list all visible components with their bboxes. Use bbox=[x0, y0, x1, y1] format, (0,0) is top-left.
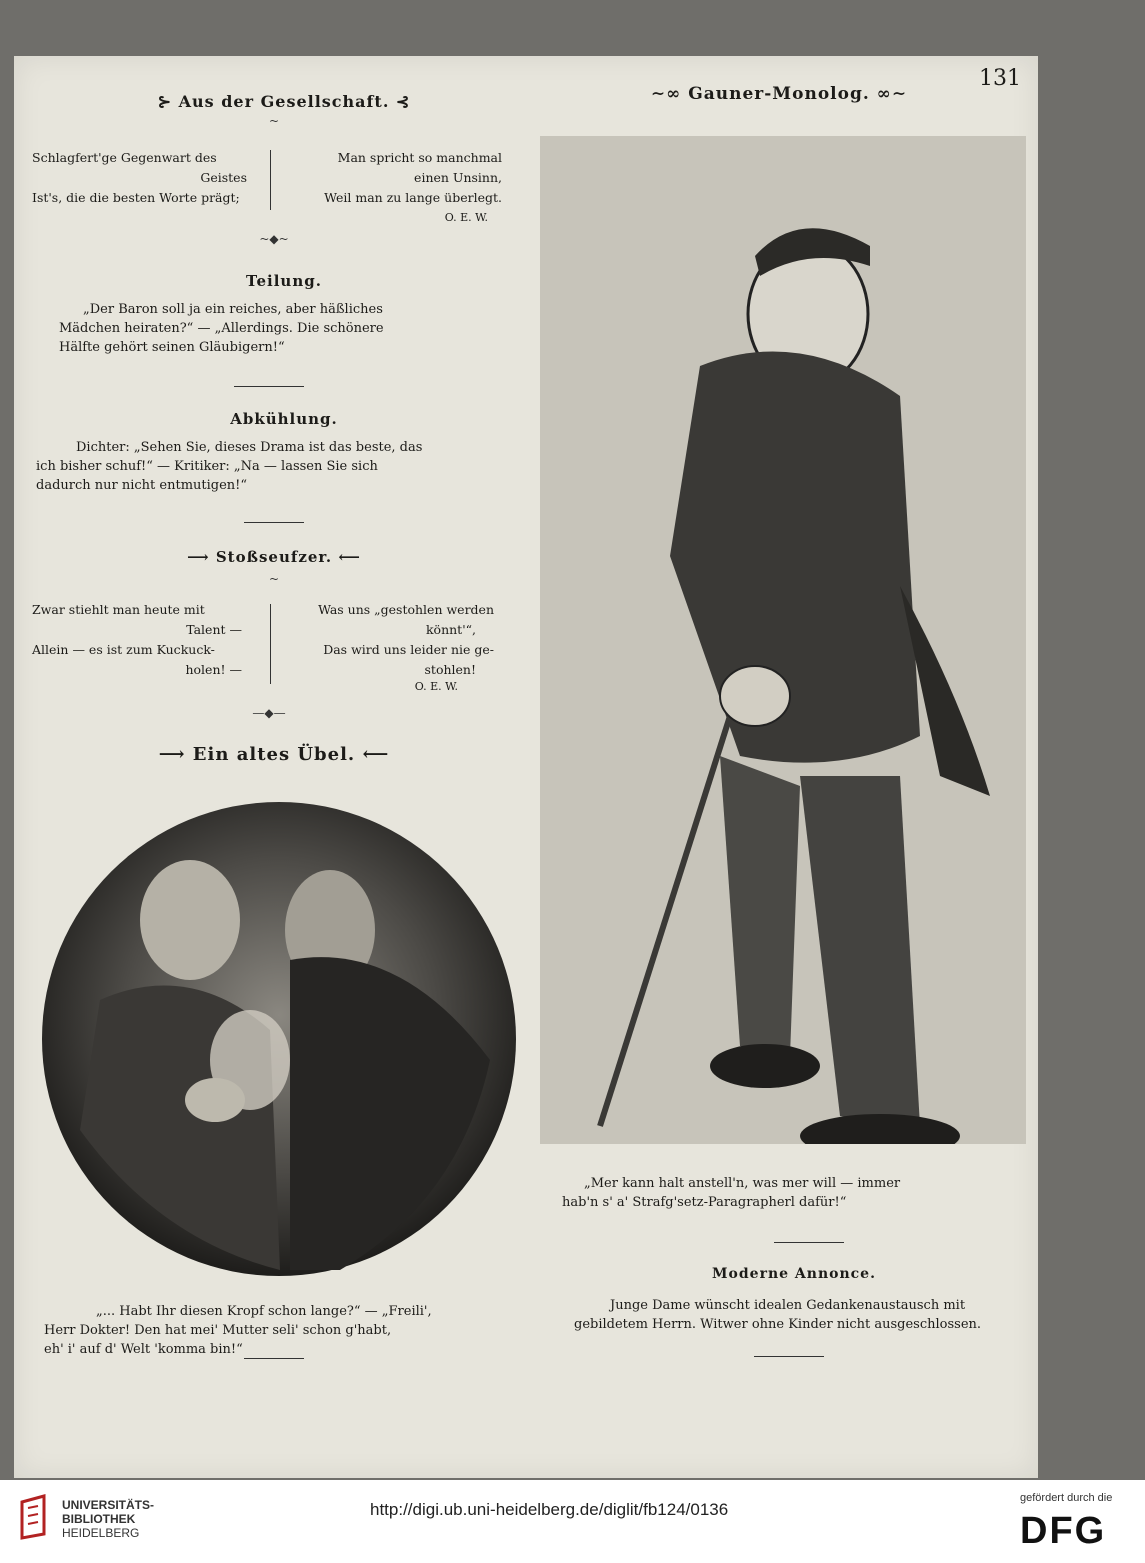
ornament-right-icon: ∞∼ bbox=[869, 84, 908, 104]
column-divider bbox=[270, 150, 271, 210]
circular-illustration bbox=[40, 800, 518, 1278]
divider-ornament-icon: ~◆~ bbox=[259, 232, 289, 246]
footer-bar bbox=[0, 1480, 1145, 1563]
poem2-column-b: Was uns „gestohlen werden könnt'“, Das wird uns leider nie ge- stohlen! O. E. W. bbox=[318, 602, 494, 693]
section-title-abkuehlung: Abkühlung. bbox=[230, 410, 338, 428]
ornament-right-icon: ⟵ bbox=[332, 548, 361, 566]
ornament-right-icon: ⟵ bbox=[355, 744, 390, 765]
divider-line bbox=[234, 386, 304, 387]
section-title-annonce: Moderne Annonce. bbox=[712, 1266, 876, 1282]
source-url-link[interactable]: http://digi.ub.uni-heidelberg.de/diglit/fb124/0136 bbox=[370, 1500, 729, 1519]
page-number: 131 bbox=[979, 66, 1021, 91]
ornament-left-icon: ∼∞ bbox=[650, 84, 689, 104]
funded-by-label: gefördert durch die bbox=[1020, 1492, 1113, 1504]
small-ornament-icon: ~ bbox=[268, 572, 280, 586]
annonce-text: Junge Dame wünscht idealen Gedankenaustausch mit gebildetem Herrn. Witwer ohne Kinder nicht ausgeschlossen. bbox=[574, 1298, 982, 1332]
standing-man-illustration bbox=[540, 136, 1026, 1144]
section-title-gesellschaft: ⊱ Aus der Gesellschaft. ⊰ bbox=[157, 92, 411, 111]
column-divider bbox=[270, 604, 271, 684]
journal-page bbox=[14, 56, 1038, 1478]
section-title-gauner-monolog: ∼∞ Gauner-Monolog. ∞∼ bbox=[650, 84, 908, 104]
teilung-text: „Der Baron soll ja ein reiches, aber häßliches Mädchen heiraten?“ — „Allerdings. Die schönere Hälfte gehört seinen Gläubigern!“ bbox=[59, 302, 384, 355]
ornament-left-icon: ⟶ bbox=[187, 548, 216, 566]
poem-column-a: Schlagfert'ge Gegenwart des Geistes Ist's, die die besten Worte prägt; bbox=[32, 150, 247, 205]
gauner-illustration bbox=[540, 136, 1026, 1144]
dfg-logo: DFG bbox=[1020, 1510, 1107, 1552]
divider-line bbox=[244, 1358, 304, 1359]
poem-column-b: Man spricht so manchmal einen Unsinn, Weil man zu lange überlegt. O. E. W. bbox=[324, 150, 502, 224]
library-name: UNIVERSITÄTS- BIBLIOTHEK HEIDELBERG bbox=[62, 1498, 155, 1540]
section-title-altes-uebel: ⟶ Ein altes Übel. ⟵ bbox=[158, 744, 390, 765]
gauner-caption: „Mer kann halt anstell'n, was mer will — immer hab'n s' a' Strafg'setz-Paragrapherl dafür!“ bbox=[562, 1176, 901, 1210]
section-title-teilung: Teilung. bbox=[246, 272, 322, 290]
ornament-left-icon: ⟶ bbox=[158, 744, 193, 765]
divider-ornament-icon: —◆— bbox=[252, 706, 286, 720]
library-logo-icon bbox=[18, 1494, 54, 1540]
poem2-column-a: Zwar stiehlt man heute mit Talent — Allein — es ist zum Kuckuck- holen! — bbox=[32, 602, 242, 677]
section-title-stossseufzer: ⟶ Stoßseufzer. ⟵ bbox=[187, 548, 361, 566]
ornament-right-icon: ⊰ bbox=[389, 92, 411, 111]
divider-line bbox=[754, 1356, 824, 1357]
ornament-left-icon: ⊱ bbox=[157, 92, 179, 111]
small-ornament-icon: ~ bbox=[268, 114, 280, 128]
divider-line bbox=[774, 1242, 844, 1243]
divider-line bbox=[244, 522, 304, 523]
abkuehlung-text: Dichter: „Sehen Sie, dieses Drama ist das beste, das ich bisher schuf!“ — Kritiker: „Na — lassen Sie sich dadurch nur nicht entmutigen!“ bbox=[36, 440, 423, 493]
altes-uebel-caption: „... Habt Ihr diesen Kropf schon lange?“ — „Freili', Herr Dokter! Den hat mei' Mutter seli' schon g'habt, eh' i' auf d' Welt 'komma bin!“ bbox=[44, 1304, 432, 1357]
two-men-illustration bbox=[40, 800, 518, 1278]
